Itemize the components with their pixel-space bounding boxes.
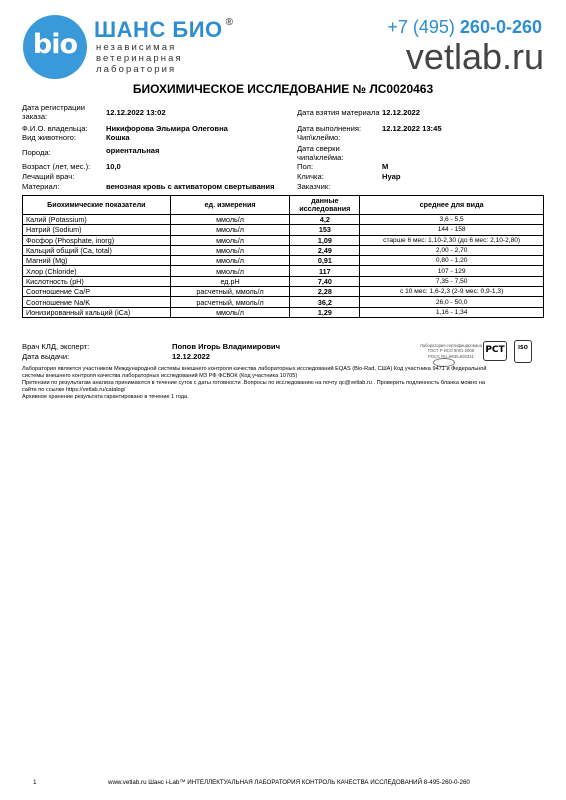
certification-text: Лаборатория сертифицирована ГОСТ Р ИСО 9001-2008 РОСС RU.ИК35.К00331 — [420, 343, 482, 359]
indicator-name: Магний (Mg) — [23, 256, 171, 266]
indicator-name: Ионизированный кальций (iCa) — [23, 307, 171, 317]
norm-cell: 7,35 - 7,50 — [360, 276, 544, 286]
header-indicator: Биохимические показатели — [23, 196, 171, 215]
value-cell: 1,29 — [290, 307, 360, 317]
breed-label: Порода: — [22, 148, 51, 157]
unit-cell: ммоль/л — [170, 215, 290, 225]
owner-value: Никифорова Эльмира Олеговна — [106, 124, 228, 133]
registration-label-2: заказа: — [22, 112, 48, 121]
nickname-value: Нуар — [382, 172, 401, 181]
value-cell: 2,28 — [290, 287, 360, 297]
value-cell: 0,91 — [290, 256, 360, 266]
table-row — [23, 307, 544, 317]
species-value: Кошка — [106, 133, 130, 142]
indicator-name: Кальций общий (Ca, total) — [23, 245, 171, 255]
value-cell: 2,49 — [290, 245, 360, 255]
brand-logo — [23, 15, 87, 79]
brand-subtitle-3: лаборатория — [96, 64, 177, 75]
species-label: Вид животного: — [22, 133, 77, 142]
expert-label: Врач КЛД, эксперт: — [22, 342, 90, 351]
header-unit: ед. измерения — [170, 196, 290, 215]
value-cell: 4,2 — [290, 215, 360, 225]
brand-name: ШАНС БИО ® — [94, 17, 234, 42]
note-line-1: Лаборатория является участником Международной системы внешнего контроля качества лабораторных исследований EQAS (Bio-Rad, США) Код участника 9471 и Федеральной — [22, 366, 487, 372]
unit-cell: ммоль/л — [170, 266, 290, 276]
table-row — [23, 256, 544, 266]
sampling-date-value: 12.12.2022 — [382, 108, 421, 117]
value-cell: 153 — [290, 225, 360, 235]
unit-cell: ммоль/л — [170, 225, 290, 235]
header-norm: среднее для вида — [360, 196, 544, 215]
value-cell: 36,2 — [290, 297, 360, 307]
sex-value: М — [382, 162, 389, 171]
indicator-name: Фосфор (Phosphate, inorg) — [23, 235, 171, 245]
material-value: венозная кровь с активатором свертывания — [106, 182, 275, 191]
table-row — [23, 276, 544, 286]
breed-value: ориентальная — [106, 146, 160, 155]
indicator-name: Калий (Potassium) — [23, 215, 171, 225]
indicator-name: Кислотность (pH) — [23, 276, 171, 286]
chip-verify-label-1: Дата сверки — [297, 144, 340, 153]
unit-cell: ед.pH — [170, 276, 290, 286]
doctor-label: Лечащий врач: — [22, 172, 75, 181]
table-row — [23, 297, 544, 307]
registration-label-1: Дата регистрации — [22, 103, 85, 112]
norm-cell: 1,16 - 1,34 — [360, 307, 544, 317]
completion-date-value: 12.12.2022 13:45 — [382, 124, 442, 133]
note-line-5: Архивное хранение результата гарантировано в течение 1 года. — [22, 394, 189, 400]
chip-verify-label-2: чипа\клейма: — [297, 153, 344, 162]
footer-text: www.vetlab.ru Шанс i-Lab™ ИНТЕЛЛЕКТУАЛЬНАЯ ЛАБОРАТОРИЯ КОНТРОЛЬ КАЧЕСТВА ИССЛЕДОВАНИЙ 8-495-260-0-260 — [108, 779, 470, 786]
norm-cell: 2,00 - 2,70 — [360, 245, 544, 255]
age-value: 10,0 — [106, 162, 121, 171]
brand-logo-text: bio — [32, 29, 78, 60]
table-row — [23, 245, 544, 255]
indicator-name: Соотношение Na/K — [23, 297, 171, 307]
unit-cell: ммоль/л — [170, 235, 290, 245]
norm-cell: 3,6 - 5,5 — [360, 215, 544, 225]
age-label: Возраст (лет, мес.): — [22, 162, 91, 171]
table-row — [23, 287, 544, 297]
unit-cell: ммоль/л — [170, 307, 290, 317]
unit-cell: расчетный, ммоль/л — [170, 287, 290, 297]
unit-cell: ммоль/л — [170, 245, 290, 255]
brand-subtitle-2: ветеринарная — [96, 53, 183, 64]
iso-badge-icon: ISO — [514, 340, 532, 363]
customer-label: Заказчик: — [297, 182, 331, 191]
sampling-date-label: Дата взятия материала — [297, 108, 380, 117]
document-title: БИОХИМИЧЕСКОЕ ИССЛЕДОВАНИЕ № ЛС0020463 — [132, 82, 434, 96]
issued-value: 12.12.2022 — [172, 352, 211, 361]
table-row — [23, 225, 544, 235]
pct-mark-icon: PCT — [483, 341, 507, 361]
norm-cell: 0,80 - 1,20 — [360, 256, 544, 266]
norm-cell: старше 6 мес: 1,10-2,30 (до 6 мес: 2,10-2,80) — [360, 235, 544, 245]
nickname-label: Кличка: — [297, 172, 324, 181]
value-cell: 7,40 — [290, 276, 360, 286]
value-cell: 1,09 — [290, 235, 360, 245]
header-value: данные исследования — [290, 196, 360, 215]
note-line-3: Претензии по результатам анализа принимаются в течение суток с даты готовности .Вопросы по исследованию на почту qc@vetlab.ru . Проверить подлинность бланка можно на — [22, 380, 486, 386]
results-table — [22, 195, 544, 318]
norm-cell: 26,0 - 50,0 — [360, 297, 544, 307]
chip-label: Чип\клеймо: — [297, 133, 341, 142]
note-line-2: системы внешнего контроля качества лабораторных исследований МЗ РФ ФСВОК (Код участника 10705) — [22, 373, 298, 379]
indicator-name: Натрий (Sodium) — [23, 225, 171, 235]
unit-cell: ммоль/л — [170, 256, 290, 266]
material-label: Материал: — [22, 182, 60, 191]
table-row — [23, 235, 544, 245]
phone-number: +7 (495) 260-0-260 — [387, 17, 542, 37]
sex-label: Пол: — [297, 162, 314, 171]
unit-cell: расчетный, ммоль/л — [170, 297, 290, 307]
table-header-row — [23, 196, 544, 215]
expert-value: Попов Игорь Владимирович — [172, 342, 281, 351]
norm-cell: 107 - 129 — [360, 266, 544, 276]
registration-value: 12.12.2022 13:02 — [106, 108, 166, 117]
owner-label: Ф.И.О. владельца: — [22, 124, 88, 133]
completion-date-label: Дата выполнения: — [297, 124, 362, 133]
registered-mark: ® — [225, 17, 234, 28]
page-number: 1 — [33, 779, 37, 786]
norm-cell: с 10 мес: 1,6-2,3 (2-9 мес: 0,9-1,3) — [360, 287, 544, 297]
issued-label: Дата выдачи: — [22, 352, 70, 361]
norm-cell: 144 - 158 — [360, 225, 544, 235]
brand-subtitle-1: независимая — [96, 42, 177, 53]
value-cell: 117 — [290, 266, 360, 276]
table-row — [23, 215, 544, 225]
indicator-name: Соотношение Ca/P — [23, 287, 171, 297]
note-line-4: сайте по ссылке https://vetlab.ru/catalog/ — [22, 387, 126, 393]
site-url: vetlab.ru — [405, 36, 544, 77]
indicator-name: Хлор (Chloride) — [23, 266, 171, 276]
table-row — [23, 266, 544, 276]
